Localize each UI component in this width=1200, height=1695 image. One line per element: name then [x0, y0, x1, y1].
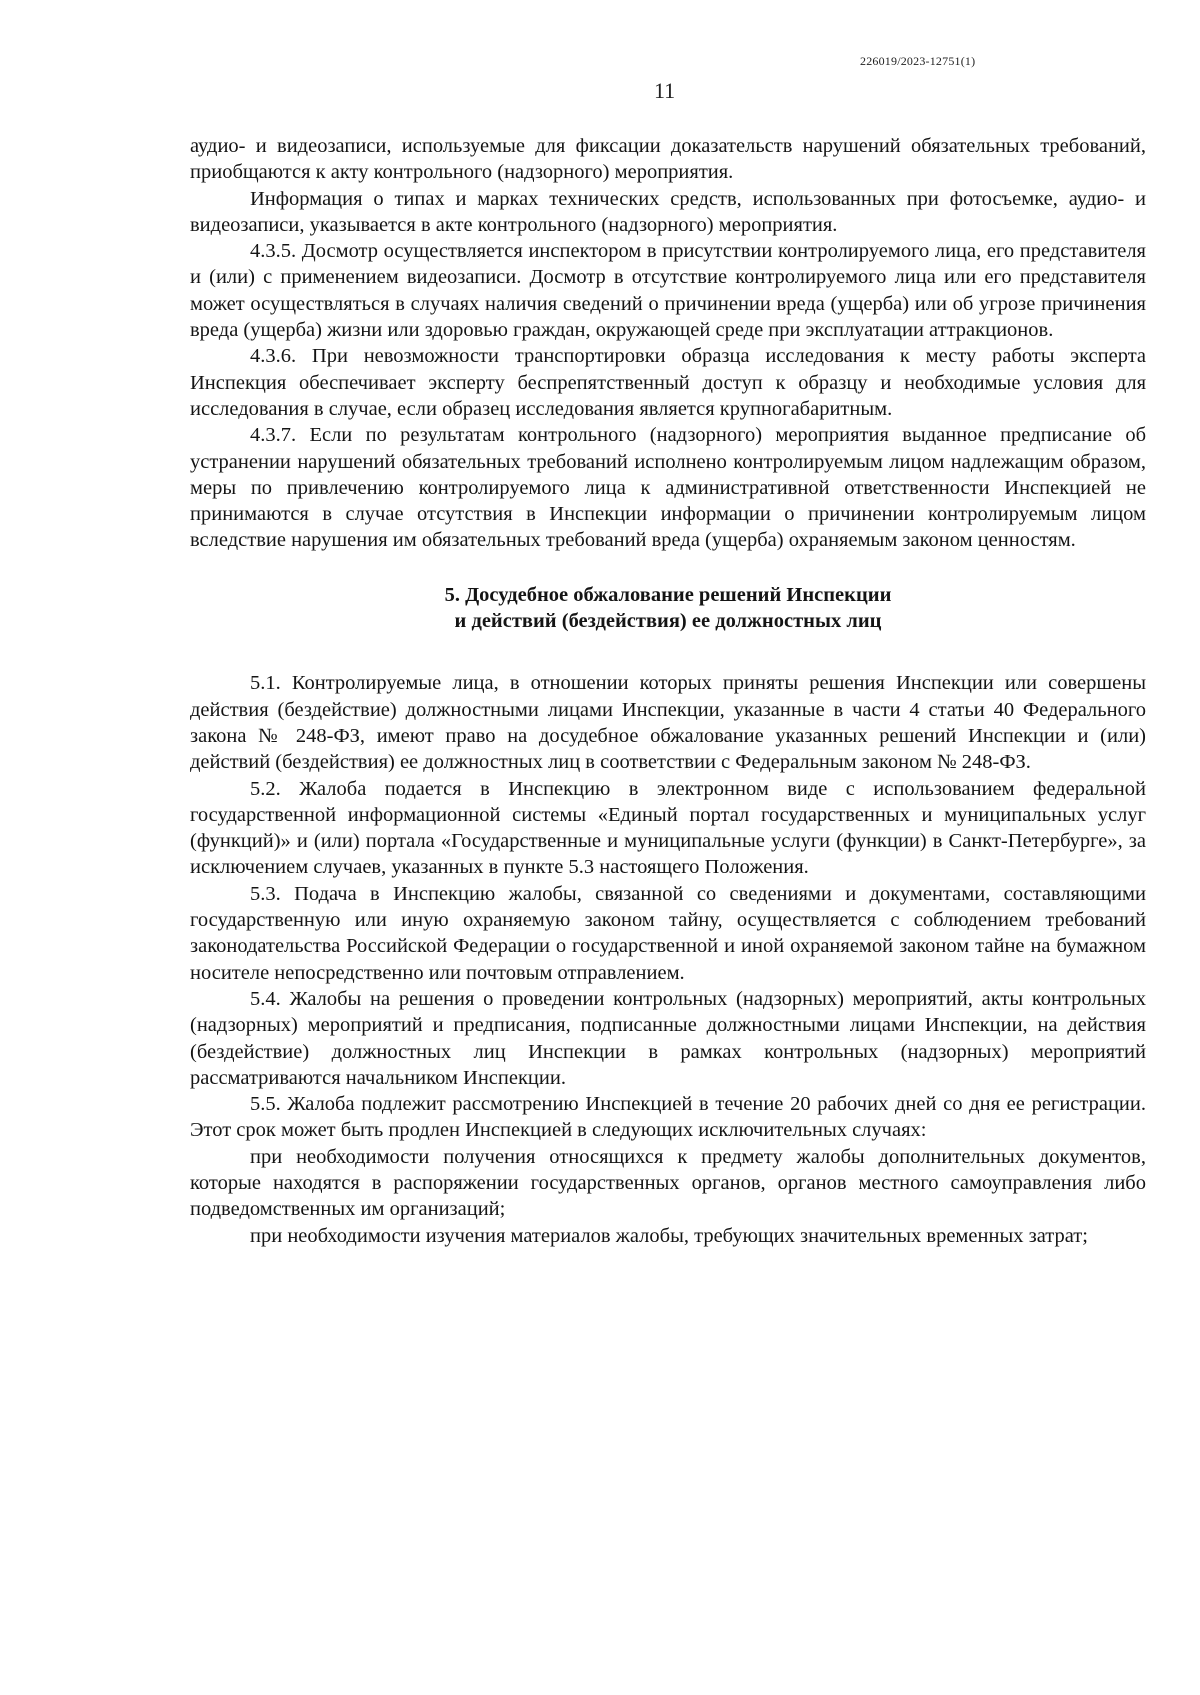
paragraph-5-2: 5.2. Жалоба подается в Инспекцию в электронном виде с использованием федеральной государственной информационной системы «Единый портал государственных и муниципальных услуг (функций)» и (или) портала «Государственные и муниципальные услуги (функции) в Санкт-Петербурге», за исключением случаев, указанных в пункте 5.3 настоящего Положения.: [190, 777, 1146, 879]
paragraph-5-3: 5.3. Подача в Инспекцию жалобы, связанной со сведениями и документами, составляющими государственную или иную охраняемую законом тайну, осуществляется с соблюдением требований законодательства Российской Федерации о государственной и иной охраняемой законом тайне на бумажном носителе непосредственно или почтовым отправлением.: [190, 882, 1146, 984]
paragraph-technical-means: Информация о типах и марках технических средств, использованных при фотосъемке, аудио- и видеозаписи, указывается в акте контрольного (надзорного) мероприятия.: [190, 187, 1146, 236]
document-body: [190, 133, 1146, 1249]
paragraph-5-4: 5.4. Жалобы на решения о проведении контрольных (надзорных) мероприятий, акты контрольных (надзорных) мероприятий и предписания, подписанные должностными лицами Инспекции, на действия (бездействие) должностных лиц Инспекции в рамках контрольных (надзорных) мероприятий рассматриваются начальником Инспекции.: [190, 987, 1146, 1089]
paragraph-4-3-5: 4.3.5. Досмотр осуществляется инспектором в присутствии контролируемого лица, его представителя и (или) с применением видеозаписи. Досмотр в отсутствие контролируемого лица или его представителя может осуществляться в случаях наличия сведений о причинении вреда (ущерба) или об угрозе причинения вреда (ущерба) жизни или здоровью граждан, окружающей среде при эксплуатации аттракционов.: [190, 240, 1146, 342]
section-5-heading: [190, 582, 1146, 635]
page-number: 11: [654, 78, 676, 103]
paragraph-case-time-costs: при необходимости изучения материалов жалобы, требующих значительных временных затрат;: [250, 1224, 1088, 1247]
paragraph-5-1: 5.1. Контролируемые лица, в отношении которых приняты решения Инспекции или совершены действия (бездействие) должностными лицами Инспекции, указанные в части 4 статьи 40 Федерального закона № 248-ФЗ, имеют право на досудебное обжалование указанных решений Инспекции и (или) действий (бездействия) ее должностных лиц в соответствии с Федеральным законом № 248-ФЗ.: [190, 672, 1146, 774]
section-heading-line-1: 5. Досудебное обжалование решений Инспекции: [444, 583, 892, 606]
document-registration-number: 226019/2023-12751(1): [860, 54, 976, 68]
paragraph-5-5: 5.5. Жалоба подлежит рассмотрению Инспекцией в течение 20 рабочих дней со дня ее регистрации. Этот срок может быть продлен Инспекцией в следующих исключительных случаях:: [190, 1093, 1146, 1142]
paragraph-continuation: аудио- и видеозаписи, используемые для фиксации доказательств нарушений обязательных требований, приобщаются к акту контрольного (надзорного) мероприятия.: [190, 135, 1146, 184]
paragraph-4-3-7: 4.3.7. Если по результатам контрольного (надзорного) мероприятия выданное предписание об устранении нарушений обязательных требований исполнено контролируемым лицом надлежащим образом, меры по привлечению контролируемого лица к административной ответственности Инспекцией не принимаются в случае отсутствия в Инспекции информации о причинении контролируемым лицом вследствие нарушения им обязательных требований вреда (ущерба) охраняемым законом ценностям.: [190, 424, 1146, 552]
section-heading-line-2: и действий (бездействия) ее должностных лиц: [454, 610, 882, 633]
paragraph-case-additional-documents: при необходимости получения относящихся к предмету жалобы дополнительных документов, которые находятся в распоряжении государственных органов, органов местного самоуправления либо подведомственных им организаций;: [190, 1145, 1146, 1221]
paragraph-4-3-6: 4.3.6. При невозможности транспортировки образца исследования к месту работы эксперта Инспекция обеспечивает эксперту беспрепятственный доступ к образцу и необходимые условия для исследования в случае, если образец исследования является крупногабаритным.: [190, 345, 1146, 420]
